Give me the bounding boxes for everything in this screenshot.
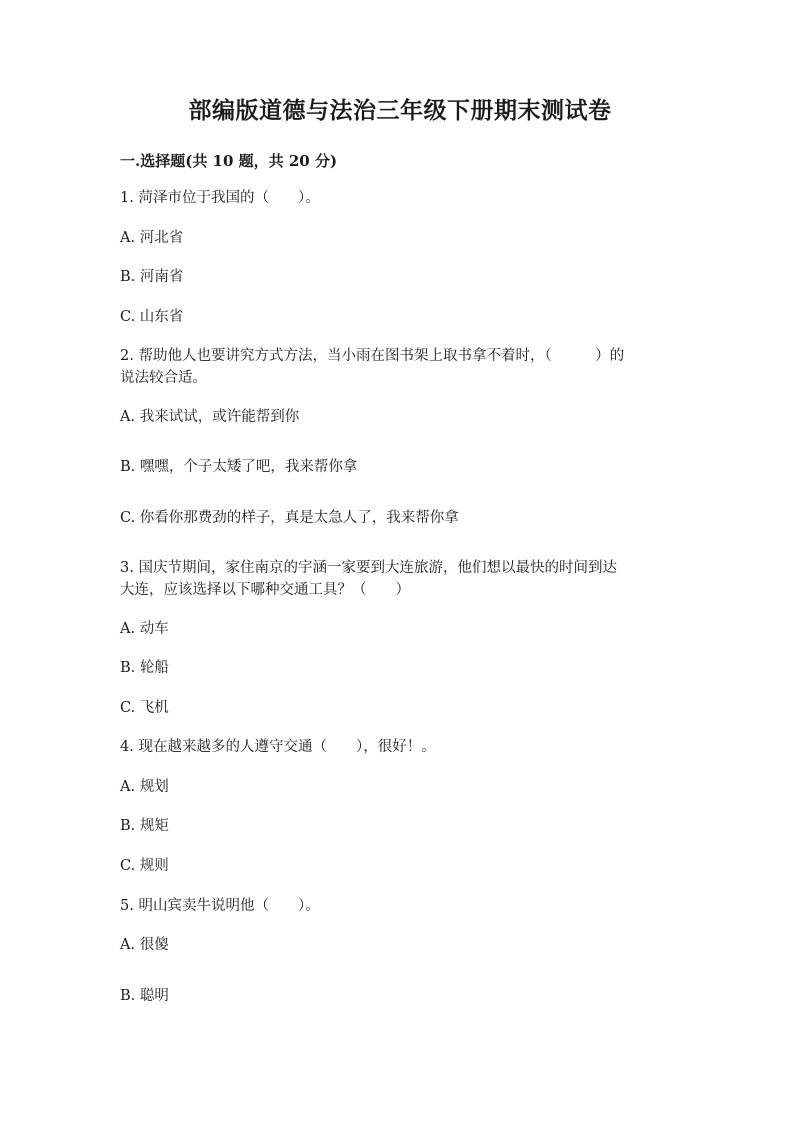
question-1-option-b[interactable]: B. 河南省 (120, 269, 184, 285)
question-4-option-b[interactable]: B. 规矩 (120, 818, 169, 834)
question-2-option-a[interactable]: A. 我来试试，或许能帮到你 (120, 409, 300, 425)
section-heading: 一.选择题(共 10 题，共 20 分) (120, 152, 338, 170)
question-4-option-c[interactable]: C. 规则 (120, 858, 169, 874)
question-5-option-b[interactable]: B. 聪明 (120, 988, 169, 1004)
question-1-option-c[interactable]: C. 山东省 (120, 309, 184, 325)
question-3-option-c[interactable]: C. 飞机 (120, 700, 169, 716)
question-3-option-a[interactable]: A. 动车 (120, 621, 169, 637)
question-3-stem-line1: 3. 国庆节期间，家住南京的宇涵一家要到大连旅游，他们想以最快的时间到达 (120, 560, 617, 576)
question-5-stem: 5. 明山宾卖牛说明他（ ）。 (120, 898, 320, 914)
question-1-stem: 1. 菏泽市位于我国的（ ）。 (120, 190, 320, 206)
question-1-option-a[interactable]: A. 河北省 (120, 230, 184, 246)
question-2-stem-line2: 说法较合适。 (120, 370, 207, 386)
question-5-option-a[interactable]: A. 很傻 (120, 937, 169, 953)
question-4-option-a[interactable]: A. 规划 (120, 779, 169, 795)
question-3-stem-line2: 大连，应该选择以下哪种交通工具？（ ） (120, 582, 410, 598)
question-2-stem-line1: 2. 帮助他人也要讲究方式方法，当小雨在图书架上取书拿不着时，（ ）的 (120, 348, 625, 364)
question-3-option-b[interactable]: B. 轮船 (120, 660, 169, 676)
page-title: 部编版道德与法治三年级下册期末测试卷 (188, 97, 612, 124)
question-2-option-b[interactable]: B. 嘿嘿，个子太矮了吧，我来帮你拿 (120, 459, 358, 475)
question-2-option-c[interactable]: C. 你看你那费劲的样子，真是太急人了，我来帮你拿 (120, 510, 459, 526)
question-4-stem: 4. 现在越来越多的人遵守交通（ ），很好！。 (120, 739, 436, 755)
